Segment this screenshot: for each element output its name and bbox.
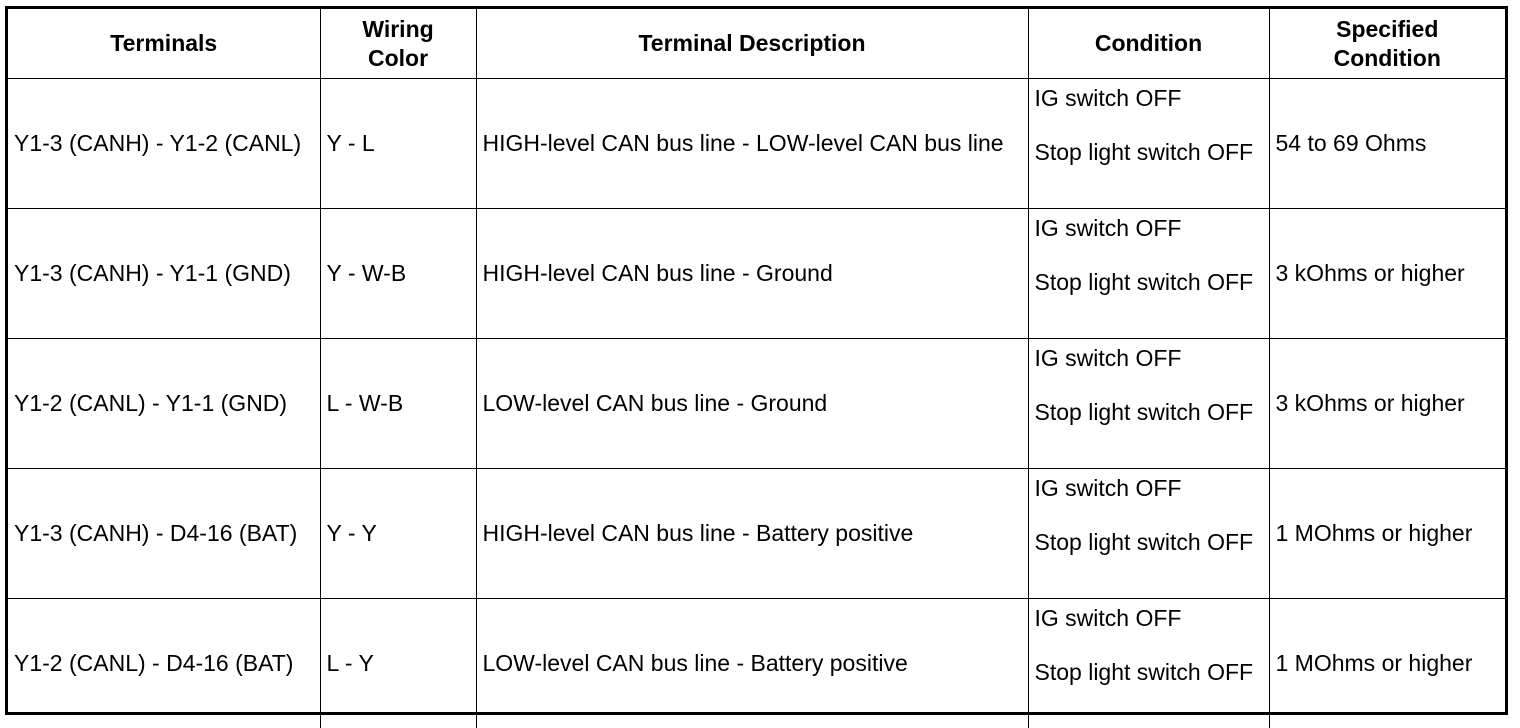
cell-specified-condition: 3 kOhms or higher — [1269, 209, 1505, 339]
cell-specified-condition: 54 to 69 Ohms — [1269, 79, 1505, 209]
resistance-check-table-frame — [5, 6, 1508, 715]
header-specified-condition — [1269, 9, 1505, 79]
cell-wiring-color: L - W-B — [320, 339, 476, 469]
cell-wiring-color: Y - Y — [320, 469, 476, 599]
table-row — [8, 209, 1505, 339]
cell-specified-condition: 3 kOhms or higher — [1269, 339, 1505, 469]
header-specified-condition-line2: Condition — [1334, 45, 1441, 71]
header-wiring-color — [320, 9, 476, 79]
table-row — [8, 599, 1505, 728]
condition-ig-switch: IG switch OFF — [1035, 84, 1269, 113]
cell-wiring-color: Y - W-B — [320, 209, 476, 339]
header-terminals — [8, 9, 320, 79]
condition-stop-light-switch: Stop light switch OFF — [1035, 398, 1269, 427]
cell-condition — [1028, 339, 1269, 469]
cell-description: LOW-level CAN bus line - Battery positive — [476, 599, 1028, 728]
cell-terminals: Y1-3 (CANH) - Y1-1 (GND) — [8, 209, 320, 339]
header-terminal-description — [476, 9, 1028, 79]
condition-ig-switch: IG switch OFF — [1035, 344, 1269, 373]
table-header — [8, 9, 1505, 79]
cell-specified-condition: 1 MOhms or higher — [1269, 599, 1505, 728]
header-condition-label: Condition — [1095, 30, 1202, 56]
table-body — [8, 79, 1505, 728]
header-wiring-color-line2: Color — [368, 45, 428, 71]
header-terminal-description-label: Terminal Description — [638, 30, 865, 56]
cell-specified-condition: 1 MOhms or higher — [1269, 469, 1505, 599]
cell-terminals: Y1-2 (CANL) - D4-16 (BAT) — [8, 599, 320, 728]
condition-stop-light-switch: Stop light switch OFF — [1035, 658, 1269, 687]
table-row — [8, 339, 1505, 469]
cell-terminals: Y1-3 (CANH) - Y1-2 (CANL) — [8, 79, 320, 209]
cell-description: HIGH-level CAN bus line - Ground — [476, 209, 1028, 339]
header-wiring-color-line1: Wiring — [362, 16, 433, 42]
table-row — [8, 79, 1505, 209]
cell-condition — [1028, 599, 1269, 728]
header-terminals-label: Terminals — [110, 30, 217, 56]
header-specified-condition-line1: Specified — [1336, 16, 1438, 42]
condition-ig-switch: IG switch OFF — [1035, 604, 1269, 633]
cell-condition — [1028, 469, 1269, 599]
cell-description: HIGH-level CAN bus line - LOW-level CAN bus line — [476, 79, 1028, 209]
cell-condition — [1028, 79, 1269, 209]
table-row — [8, 469, 1505, 599]
condition-stop-light-switch: Stop light switch OFF — [1035, 528, 1269, 557]
condition-stop-light-switch: Stop light switch OFF — [1035, 268, 1269, 297]
cell-description: HIGH-level CAN bus line - Battery positive — [476, 469, 1028, 599]
cell-terminals: Y1-3 (CANH) - D4-16 (BAT) — [8, 469, 320, 599]
condition-ig-switch: IG switch OFF — [1035, 214, 1269, 243]
header-condition — [1028, 9, 1269, 79]
cell-wiring-color: Y - L — [320, 79, 476, 209]
cell-terminals: Y1-2 (CANL) - Y1-1 (GND) — [8, 339, 320, 469]
cell-condition — [1028, 209, 1269, 339]
condition-ig-switch: IG switch OFF — [1035, 474, 1269, 503]
cell-description: LOW-level CAN bus line - Ground — [476, 339, 1028, 469]
condition-stop-light-switch: Stop light switch OFF — [1035, 138, 1269, 167]
resistance-check-table — [8, 9, 1505, 728]
header-row — [8, 9, 1505, 79]
cell-wiring-color: L - Y — [320, 599, 476, 728]
